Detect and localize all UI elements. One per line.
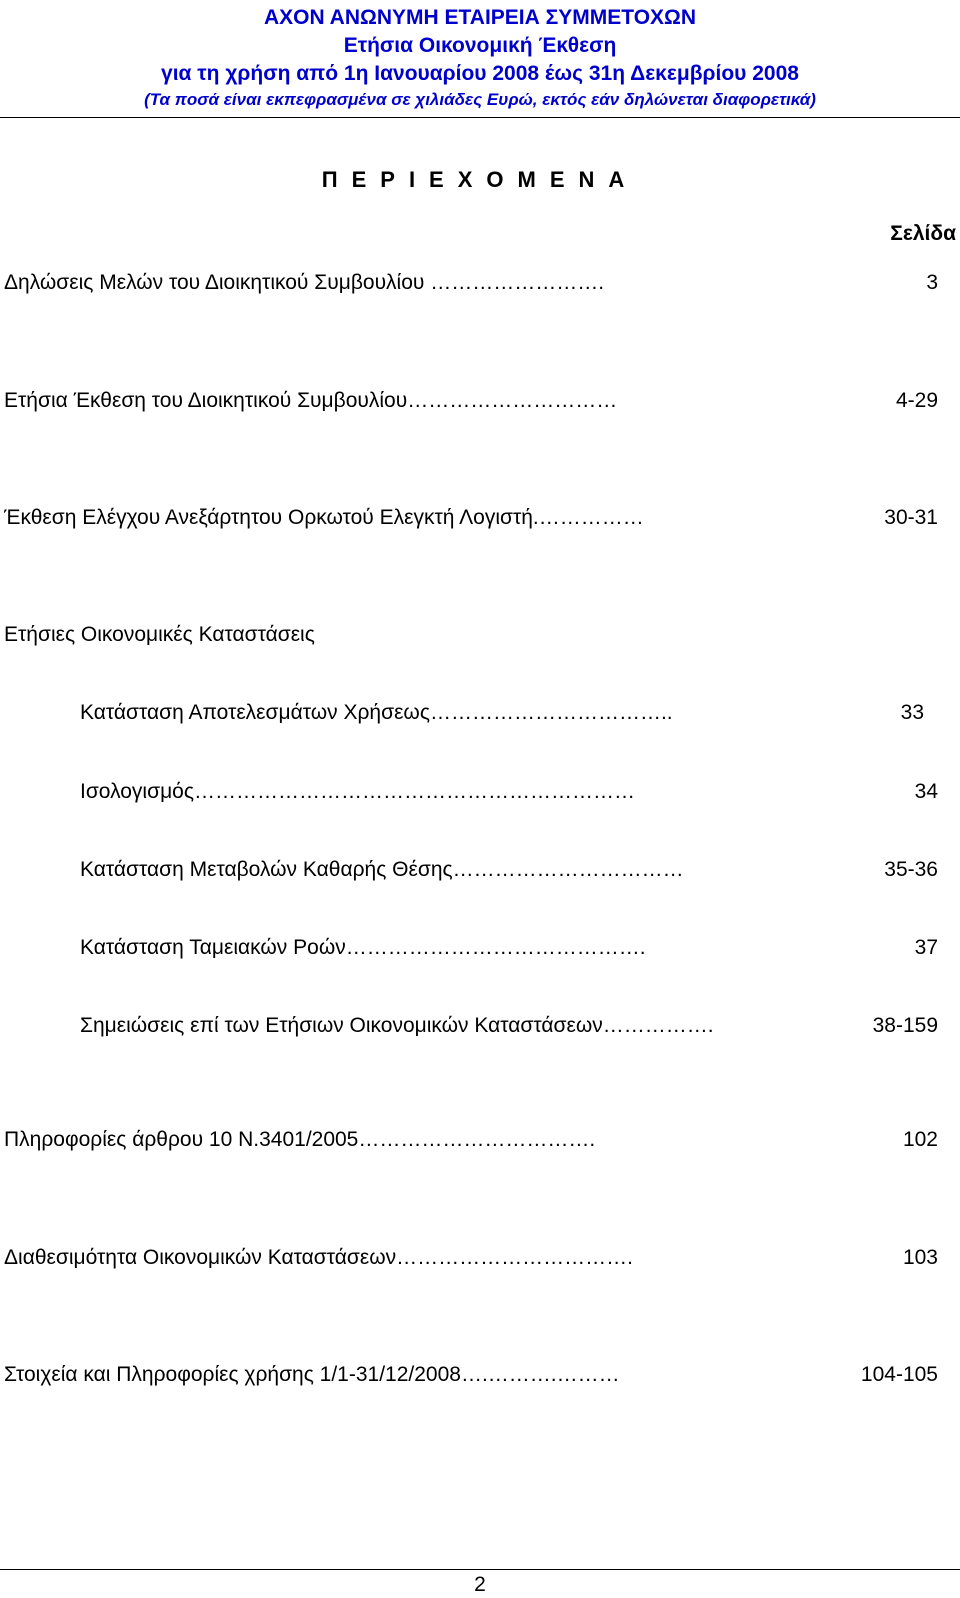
toc-entry-label: Διαθεσιμότητα Οικονομικών Καταστάσεων……………………………. bbox=[4, 1246, 633, 1269]
toc-entry-label: Στοιχεία και Πληροφορίες χρήσης 1/1-31/12/2008….……….……… bbox=[4, 1363, 620, 1386]
toc-entry bbox=[80, 855, 938, 885]
toc-entry-label: Κατάσταση Μεταβολών Καθαρής Θέσης…………………………… bbox=[80, 858, 684, 881]
toc-entry-page: 4-29 bbox=[895, 389, 938, 412]
toc-entry-page: 35-36 bbox=[884, 858, 938, 881]
toc-section-label: Ετήσιες Οικονομικές Καταστάσεις bbox=[4, 623, 315, 646]
toc-entry-page: 30-31 bbox=[884, 506, 938, 529]
toc-entry bbox=[80, 777, 938, 807]
toc-entry bbox=[4, 268, 938, 298]
footer-divider bbox=[0, 1569, 960, 1570]
toc-entry-label: Κατάσταση Αποτελεσμάτων Χρήσεως…………………………….. bbox=[80, 701, 673, 724]
toc-entry-label: Κατάσταση Ταμειακών Ροών……………………………………. bbox=[80, 936, 646, 959]
toc-entry-page: 103 bbox=[902, 1246, 938, 1269]
toc-entry-page: 102 bbox=[902, 1128, 938, 1151]
toc-section-heading bbox=[4, 620, 938, 650]
report-title: Ετήσια Οικονομική Έκθεση bbox=[343, 34, 617, 57]
company-name: ΑΧΟΝ ΑΝΩΝΥΜΗ ΕΤΑΙΡΕΙΑ ΣΥΜΜΕΤΟΧΩΝ bbox=[263, 6, 697, 29]
toc-entry-label: Έκθεση Ελέγχου Ανεξάρτητου Ορκωτού Ελεγκτή Λογιστή.…………… bbox=[4, 506, 644, 529]
toc-entry-label: Ετήσια Έκθεση του Διοικητικού Συμβουλίου………………………… bbox=[4, 389, 618, 412]
toc-entry bbox=[80, 698, 924, 728]
toc-entry bbox=[80, 933, 938, 963]
toc-entry-page: 104-105 bbox=[860, 1363, 938, 1386]
toc-entry-label: Δηλώσεις Μελών του Διοικητικού Συμβουλίου ……………………. bbox=[4, 271, 605, 294]
toc-entry-page: 38-159 bbox=[872, 1014, 938, 1037]
toc-entry-page: 33 bbox=[900, 701, 924, 724]
page-number: 2 bbox=[474, 1573, 486, 1596]
toc-entry-label: Πληροφορίες άρθρου 10 Ν.3401/2005……………………………. bbox=[4, 1128, 596, 1151]
toc-entry-page: 3 bbox=[926, 271, 938, 294]
toc-entry bbox=[80, 1011, 938, 1041]
report-header bbox=[0, 4, 960, 112]
toc-entry-page: 37 bbox=[914, 936, 938, 959]
toc-entry bbox=[4, 1125, 938, 1155]
toc-title: ΠΕΡΙΕΧΟΜΕΝΑ bbox=[321, 167, 639, 192]
report-period: για τη χρήση από 1η Ιανουαρίου 2008 έως 31η Δεκεμβρίου 2008 bbox=[161, 62, 799, 85]
amounts-note: (Τα ποσά είναι εκπεφρασμένα σε χιλιάδες Ευρώ, εκτός εάν δηλώνεται διαφορετικά) bbox=[144, 90, 816, 109]
toc-entry bbox=[4, 503, 938, 533]
toc-entry bbox=[4, 1360, 938, 1390]
toc-entry bbox=[4, 386, 938, 416]
header-divider bbox=[0, 117, 960, 118]
toc-entry bbox=[4, 1243, 938, 1273]
toc-entry-label: Ισολογισμός……………………………………………………… bbox=[80, 780, 635, 803]
toc-entry-label: Σημειώσεις επί των Ετήσιων Οικονομικών Καταστάσεων……………. bbox=[80, 1014, 714, 1037]
page-column-label: Σελίδα bbox=[890, 222, 956, 245]
toc-entry-page: 34 bbox=[914, 780, 938, 803]
